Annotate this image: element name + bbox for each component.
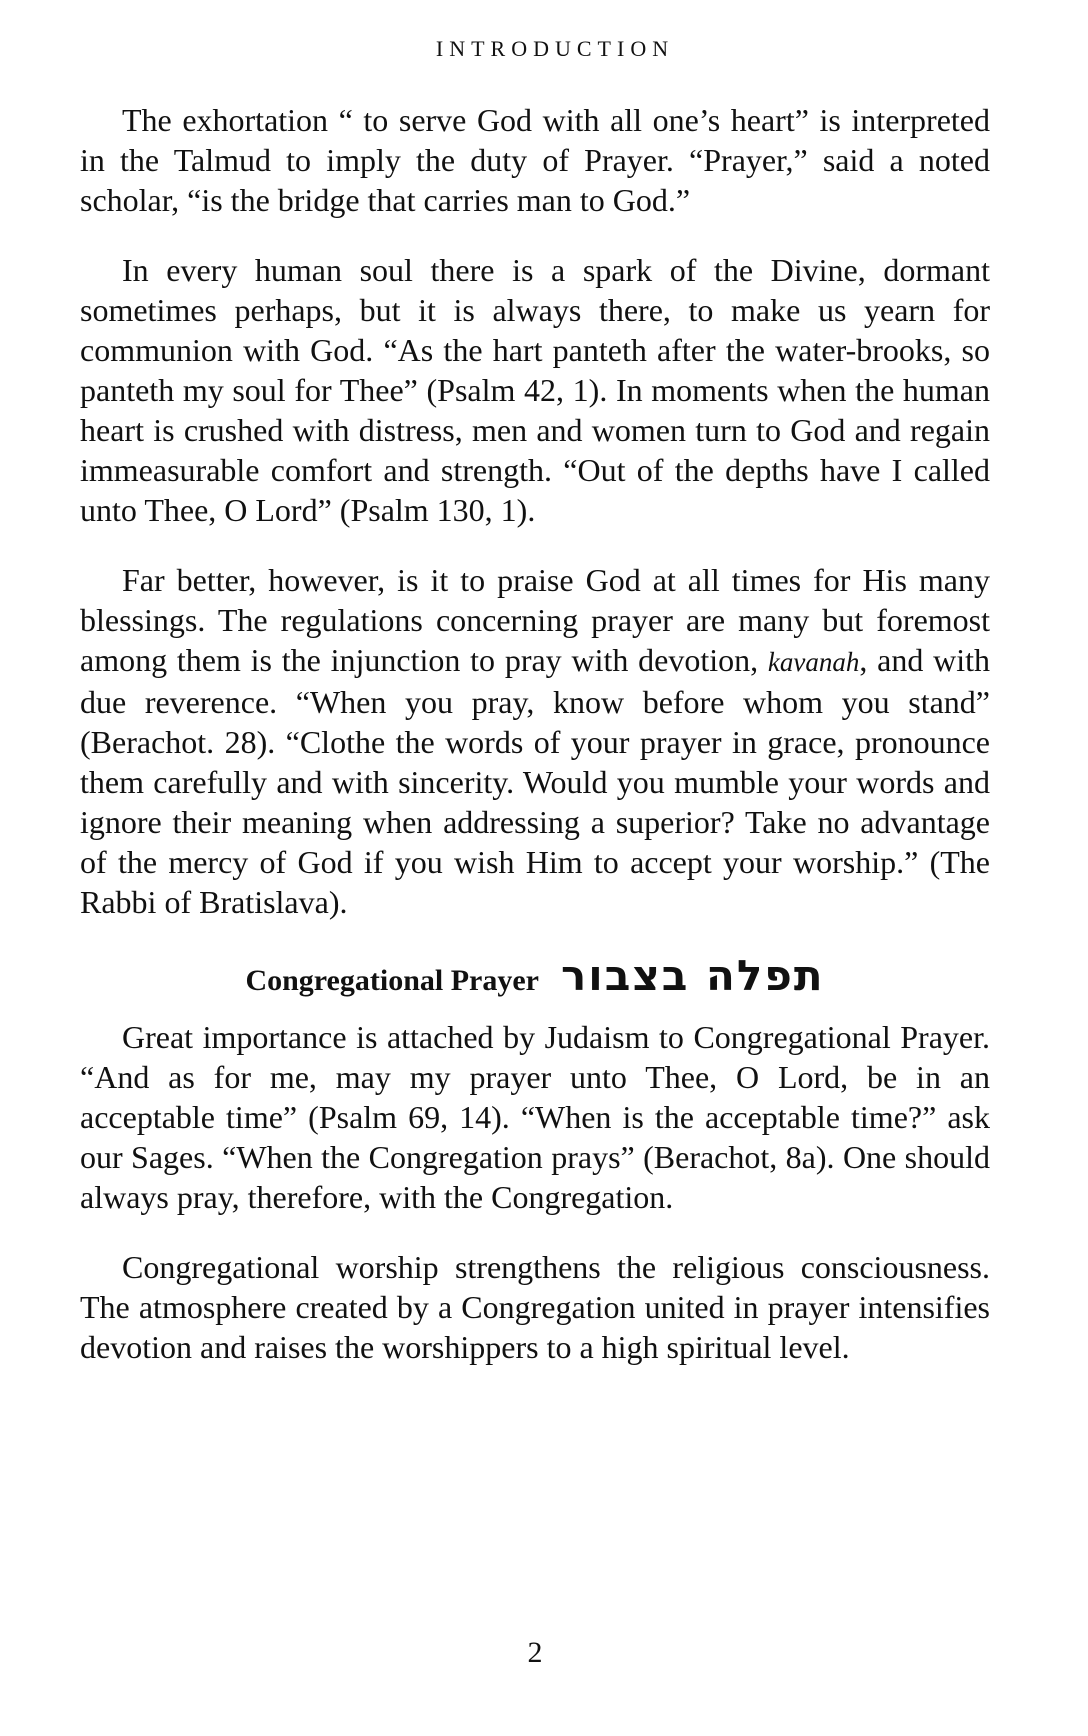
section-heading	[80, 951, 990, 1003]
book-page	[80, 36, 990, 1696]
section-title: Congregational Prayer	[245, 964, 539, 997]
intro-paragraph-2: In every human soul there is a spark of the Divine, dormant sometimes perhaps, but it is always there, to make us yearn for communion with God. “As the hart panteth after the water-brooks, so panteth my soul for Thee” (Psalm 42, 1). In moments when the human heart is crushed with distress, men and women turn to God and regain immeasurable comfort and strength. “Out of the depths have I called unto Thee, O Lord” (Psalm 130, 1).	[80, 252, 990, 528]
page-number: 2	[527, 1636, 543, 1669]
section-hebrew-title: תפלה בצבור	[561, 951, 825, 1000]
paragraph-3-text-b: , and with due reverence. “When you pray, know before whom you stand” (Berachot. 28). “Clothe the words of your prayer in grace, pronounce them carefully and with sincerity. Would you mumble your words and ignore their meaning when addressing a superior? Take no advantage of the mercy of God if you wish Him to accept your worship.” (The Rabbi of Bratislava).	[80, 642, 991, 920]
intro-paragraph-3	[80, 560, 990, 922]
kavanah-term: kavanah	[767, 647, 860, 677]
intro-paragraph-1: The exhortation “ to serve God with all one’s heart” is interpreted in the Talmud to imply the duty of Prayer. “Prayer,” said a noted scholar, “is the bridge that carries man to God.”	[80, 102, 990, 218]
paragraph-3-text-a: Far better, however, is it to praise God at all times for His many blessings. The regulations concerning prayer are many but foremost among them is the injunction to pray with devotion,	[80, 562, 990, 678]
section-paragraph-1: Great importance is attached by Judaism to Congregational Prayer. “And as for me, may my prayer unto Thee, O Lord, be in an acceptable time” (Psalm 69, 14). “When is the acceptable time?” ask our Sages. “When the Congregation prays” (Berachot, 8a). One should always pray, therefore, with the Congregation.	[80, 1019, 990, 1215]
running-head: INTRODUCTION	[435, 36, 675, 61]
section-paragraph-2: Congregational worship strengthens the religious consciousness. The atmosphere created by a Congregation united in prayer intensifies devotion and raises the worshippers to a high spiritual level.	[80, 1249, 990, 1365]
